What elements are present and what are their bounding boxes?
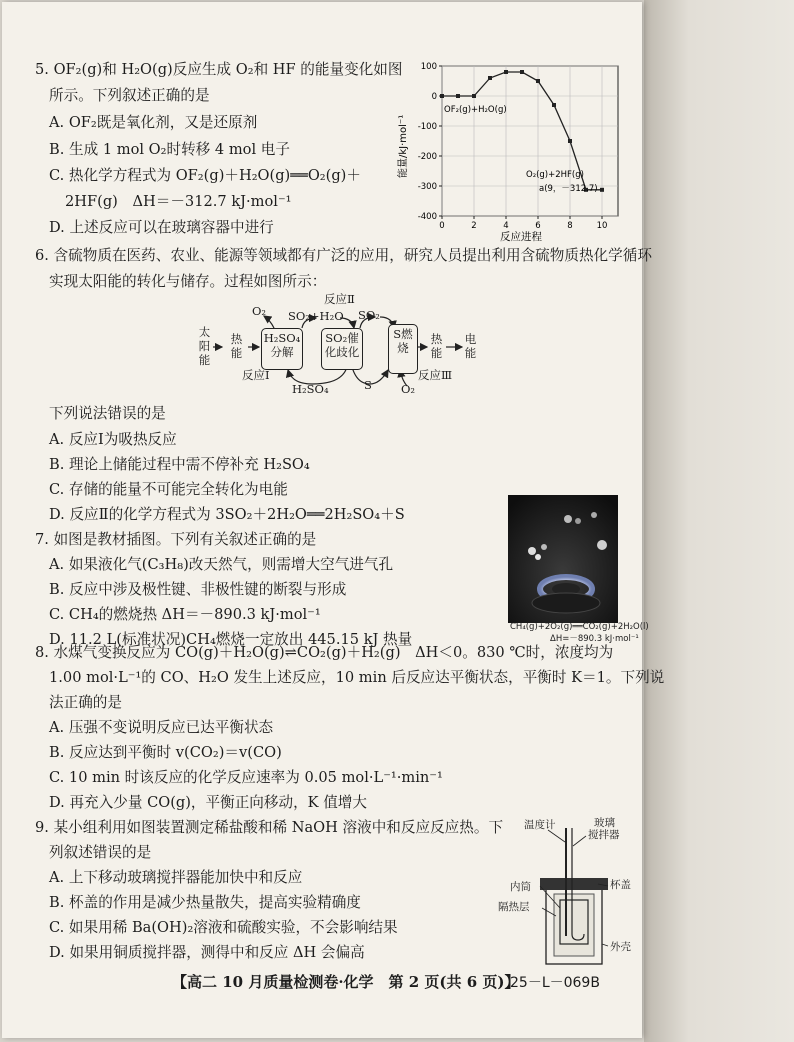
photo-caption-enthalpy: ΔH=－890.3 kJ·mol⁻¹ [550, 634, 639, 644]
q8-stem-line2: 1.00 mol·L⁻¹的 CO、H₂O 发生上述反应，10 min 后反应达平衡状态，平衡时 K＝1。下列说 [49, 669, 665, 686]
energy-chart [394, 60, 624, 242]
y-tick-label: -200 [417, 152, 437, 162]
photo-caption-equation: CH₄(g)+2O₂(g)══CO₂(g)+2H₂O(l) [510, 622, 649, 632]
x-tick-label: 0 [439, 221, 445, 231]
q5-option-b: B. 生成 1 mol O₂时转移 4 mol 电子 [49, 141, 290, 158]
q6-question: 下列说法错误的是 [49, 405, 166, 422]
q9-option-d: D. 如果用铜质搅拌器，测得中和反应 ΔH 会偏高 [49, 944, 365, 961]
energy-point [536, 79, 540, 83]
y-tick-label: 0 [431, 92, 437, 102]
q7-option-d: D. 11.2 L(标准状况)CH₄燃烧一定放出 445.15 kJ 热量 [49, 631, 413, 648]
y-tick-label: -400 [417, 212, 437, 222]
y-axis-label: 能量/kJ·mol⁻¹ [398, 114, 409, 178]
so2-h2o-label: SO₂+H₂O [288, 309, 344, 323]
thermometer-label: 温度计 [524, 819, 556, 831]
h2so4-bottom-label: H₂SO₄ [292, 382, 329, 396]
point-label: a(9，－312.7) [539, 184, 598, 194]
q8-option-a: A. 压强不变说明反应已达平衡状态 [49, 719, 274, 736]
reaction-i-label: 反应Ⅰ [242, 368, 270, 382]
q5-stem-line1: 5. OF₂(g)和 H₂O(g)反应生成 O₂和 HF 的能量变化如图 [35, 61, 403, 78]
energy-point [472, 94, 476, 98]
y-tick-label: 100 [420, 62, 437, 72]
q8-option-b: B. 反应达到平衡时 v(CO₂)＝v(CO) [49, 744, 282, 761]
q7-option-b: B. 反应中涉及极性键、非极性键的断裂与形成 [49, 581, 347, 598]
energy-point [600, 188, 604, 192]
x-tick-label: 8 [567, 221, 573, 231]
energy-point [552, 103, 556, 107]
q9-option-c: C. 如果用稀 Ba(OH)₂溶液和硫酸实验，不会影响结果 [49, 919, 398, 936]
q9-stem-line1: 9. 某小组利用如图装置测定稀盐酸和稀 NaOH 溶液中和反应反应热。下 [35, 819, 504, 836]
heat-energy-label-1: 热能 [230, 332, 243, 360]
q6-stem-line2: 实现太阳能的转化与储存。过程如图所示： [49, 273, 327, 290]
so2-disproportionation-box: SO₂催化歧化 [321, 328, 363, 370]
energy-point [440, 94, 444, 98]
x-tick-label: 2 [471, 221, 477, 231]
x-tick-label: 10 [596, 221, 608, 231]
electric-energy-label: 电能 [464, 332, 477, 360]
lid-label: 杯盖 [610, 879, 631, 891]
paper-code: 25－L－069B [510, 975, 600, 991]
exam-page [2, 2, 665, 1038]
q9-stem-line2: 列叙述错误的是 [49, 844, 152, 861]
stove-flame-image [508, 495, 618, 623]
q8-stem-line3: 法正确的是 [49, 694, 122, 711]
o2-top-label: O₂ [252, 304, 267, 318]
background-right [644, 0, 794, 1042]
q5-option-d: D. 上述反应可以在玻璃容器中进行 [49, 219, 274, 236]
q6-option-d: D. 反应Ⅱ的化学方程式为 3SO₂＋2H₂O══2H₂SO₄＋S [49, 506, 405, 523]
s-combustion-box: S燃烧 [388, 324, 418, 374]
sulfur-cycle-diagram [192, 292, 492, 404]
q7-option-a: A. 如果液化气(C₃H₈)改天然气，则需增大空气进气孔 [49, 556, 394, 573]
calorimeter-diagram [498, 816, 631, 966]
reactant-label: OF₂(g)+H₂O(g) [444, 105, 507, 115]
q7-stem: 7. 如图是教材插图。下列有关叙述正确的是 [35, 531, 317, 548]
x-tick-label: 6 [535, 221, 541, 231]
sun-energy-label: 太阳能 [198, 325, 211, 367]
s-bottom-label: S [364, 378, 372, 392]
y-tick-label: -100 [417, 122, 437, 132]
x-axis-label: 反应进程 [500, 231, 542, 242]
o2-bottom-label: O₂ [401, 382, 416, 396]
q7-option-c: C. CH₄的燃烧热 ΔH＝－890.3 kJ·mol⁻¹ [49, 606, 321, 623]
page-footer: 【高二 10 月质量检测卷·化学 第 2 页(共 6 页)】 [172, 973, 520, 991]
energy-point [504, 70, 508, 74]
energy-point [520, 70, 524, 74]
q8-option-d: D. 再充入少量 CO(g)，平衡正向移动，K 值增大 [49, 794, 367, 811]
q5-option-a: A. OF₂既是氧化剂，又是还原剂 [49, 114, 258, 131]
q8-option-c: C. 10 min 时该反应的化学反应速率为 0.05 mol·L⁻¹·min⁻¹ [49, 769, 443, 786]
q5-option-c-line2: 2HF(g) ΔH＝－312.7 kJ·mol⁻¹ [65, 193, 292, 210]
gas-stove-photo [508, 495, 649, 644]
product-label: O₂(g)+2HF(g) [526, 170, 584, 180]
energy-point [568, 139, 572, 143]
energy-point [488, 76, 492, 80]
insulation-label: 隔热层 [498, 901, 530, 913]
inner-cylinder-label: 内筒 [510, 881, 531, 893]
q5-option-c-line1: C. 热化学方程式为 OF₂(g)＋H₂O(g)══O₂(g)＋ [49, 167, 361, 184]
x-tick-label: 4 [503, 221, 509, 231]
so2-top-label: SO₂ [358, 308, 380, 322]
reaction-iii-label: 反应Ⅲ [418, 368, 453, 382]
q6-stem-line1: 6. 含硫物质在医药、农业、能源等领域都有广泛的应用，研究人员提出利用含硫物质热化学循环 [35, 247, 652, 264]
q9-option-a: A. 上下移动玻璃搅拌器能加快中和反应 [49, 869, 303, 886]
q8-stem-line1: 8. 水煤气变换反应为 CO(g)＋H₂O(g)⇌CO₂(g)＋H₂(g) ΔH＜0。830 ℃时，浓度均为 [35, 644, 614, 661]
glass-stirrer-label-2: 搅拌器 [588, 829, 620, 841]
reaction-ii-label: 反应Ⅱ [324, 292, 355, 306]
glass-stirrer-label-1: 玻璃 [594, 817, 615, 829]
y-tick-label: -300 [417, 182, 437, 192]
q5-stem-line2: 所示。下列叙述正确的是 [49, 87, 210, 104]
outer-shell-label: 外壳 [610, 941, 631, 953]
heat-energy-label-2: 热能 [430, 332, 443, 360]
h2so4-decomposition-box: H₂SO₄分解 [261, 328, 303, 370]
q6-option-c: C. 存储的能量不可能完全转化为电能 [49, 481, 288, 498]
q6-option-a: A. 反应Ⅰ为吸热反应 [49, 431, 177, 448]
q6-option-b: B. 理论上储能过程中需不停补充 H₂SO₄ [49, 456, 310, 473]
q9-option-b: B. 杯盖的作用是减少热量散失，提高实验精确度 [49, 894, 361, 911]
energy-point [456, 94, 460, 98]
